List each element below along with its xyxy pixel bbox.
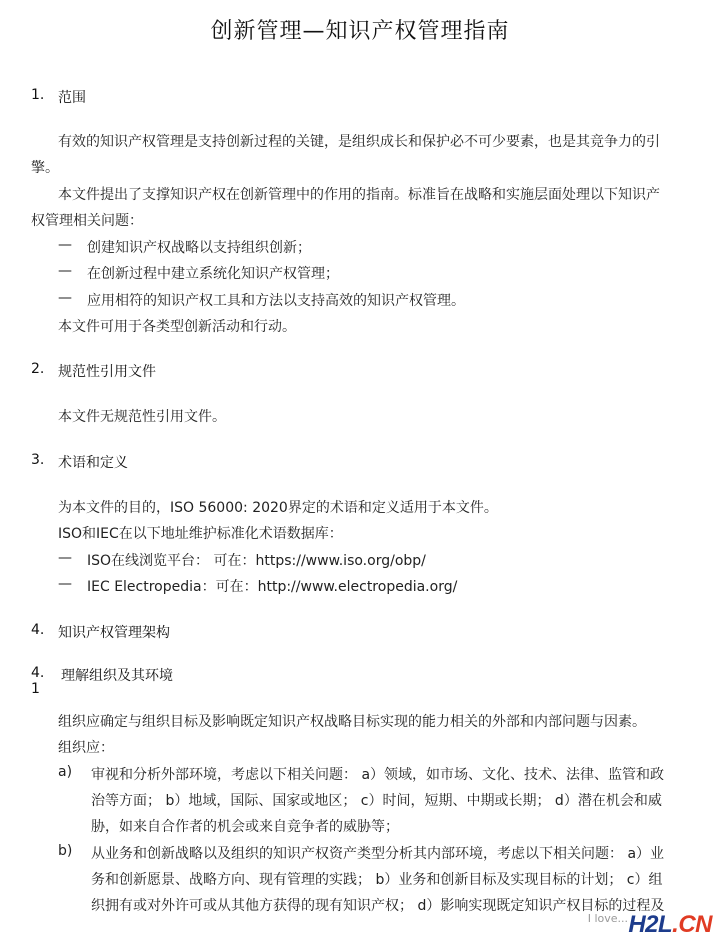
list-label-a: a) — [58, 764, 73, 780]
section-title: 规范性引用文件 — [58, 364, 156, 380]
list-dash: — — [58, 576, 72, 592]
watermark-part1: H2L — [628, 911, 673, 938]
section-title: 理解组织及其环境 — [61, 668, 173, 684]
paragraph-line: 本文件可用于各类型创新活动和行动。 — [58, 319, 296, 335]
section-number: 3. — [31, 452, 45, 468]
list-dash: — — [58, 237, 72, 253]
paragraph-line: 组织应确定与组织目标及影响既定知识产权战略目标实现的能力相关的外部和内部问题与因素。 — [58, 714, 646, 730]
paragraph-line: 为本文件的目的，ISO 56000: 2020界定的术语和定义适用于本文件。 — [58, 500, 498, 516]
paragraph-line: 本文件无规范性引用文件。 — [58, 409, 226, 425]
section-title: 知识产权管理架构 — [58, 625, 170, 641]
list-item-line: 务和创新愿景、战略方向、现有管理的实践； b）业务和创新目标及实现目标的计划； c）组 — [91, 872, 663, 888]
list-item-line: 从业务和创新战略以及组织的知识产权资产类型分析其内部环境，考虑以下相关问题： a）业 — [91, 846, 665, 862]
section-title: 范围 — [58, 90, 86, 106]
list-item: 在创新过程中建立系统化知识产权管理； — [87, 266, 339, 282]
list-item-iec-link: IEC Electropedia：可在：http://www.electropedia.org/ — [87, 579, 458, 595]
page-title: 创新管理—知识产权管理指南 — [210, 19, 510, 44]
list-item-iso-link: ISO在线浏览平台： 可在：https://www.iso.org/obp/ — [87, 553, 426, 569]
watermark-part2: .CN — [672, 911, 712, 938]
section-number: 4. — [31, 622, 45, 638]
section-title: 术语和定义 — [58, 455, 128, 471]
paragraph-line: 权管理相关问题： — [31, 213, 143, 229]
list-item-line: 治等方面； b）地域，国际、国家或地区； c）时间，短期、中期或长期； d）潜在机会和威 — [91, 793, 662, 809]
section-number: 2. — [31, 361, 45, 377]
paragraph-line: 有效的知识产权管理是支持创新过程的关键，是组织成长和保护必不可少要素，也是其竞争力的引 — [58, 134, 660, 150]
list-item: 应用相符的知识产权工具和方法以支持高效的知识产权管理。 — [87, 293, 465, 309]
list-dash: — — [58, 550, 72, 566]
paragraph-line: 组织应： — [58, 740, 114, 756]
list-item: 创建知识产权战略以支持组织创新； — [87, 240, 311, 256]
watermark-small-text: I love... — [587, 912, 628, 925]
section-number: 4. 1 — [31, 665, 45, 697]
paragraph-line: ISO和IEC在以下地址维护标准化术语数据库： — [58, 526, 343, 542]
paragraph-line: 本文件提出了支撑知识产权在创新管理中的作用的指南。标准旨在战略和实施层面处理以下知识产 — [58, 187, 660, 203]
site-watermark-logo — [628, 911, 712, 939]
list-dash: — — [58, 290, 72, 306]
list-label-b: b) — [58, 843, 73, 859]
list-item-line: 审视和分析外部环境，考虑以下相关问题： a）领域，如市场、文化、技术、法律、监管和政 — [91, 767, 665, 783]
section-number: 1. — [31, 87, 45, 103]
list-item-line: 织拥有或对外许可或从其他方获得的现有知识产权； d）影响实现既定知识产权目标的过程及 — [91, 898, 665, 914]
paragraph-line: 擎。 — [31, 160, 59, 176]
list-dash: — — [58, 263, 72, 279]
list-item-line: 胁，如来自合作者的机会或来自竞争者的威胁等； — [91, 819, 399, 835]
